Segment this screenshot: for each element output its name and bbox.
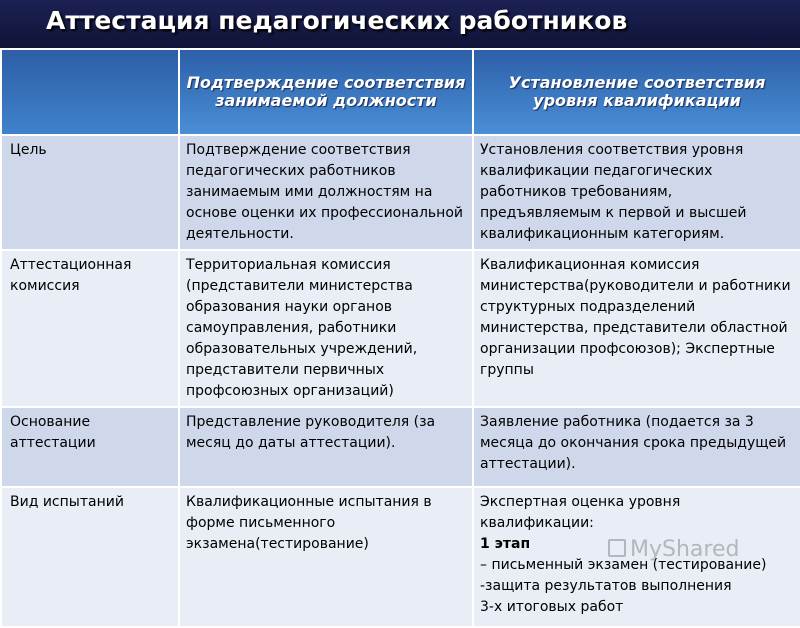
watermark bbox=[608, 537, 739, 562]
test-intro: Экспертная оценка уровня квалификации: bbox=[480, 494, 681, 531]
watermark-text: MyShared bbox=[630, 537, 740, 562]
test-stage: 1 этап bbox=[480, 536, 531, 552]
row-cell: Квалификационная комиссия министерства(руководители и работники структурных подразделений министерства, представители областной организации профсоюзов); Экспертные группы bbox=[473, 250, 800, 407]
row-cell: Подтверждение соответствия педагогических работников занимаемым ими должностям на основе оценки их профессиональной деятельности. bbox=[179, 135, 473, 250]
table-row bbox=[1, 135, 800, 250]
title-bar bbox=[0, 0, 800, 48]
table-row bbox=[1, 407, 800, 487]
header-cell-confirmation: Подтверждение соответствия занимаемой должности bbox=[179, 49, 473, 135]
header-cell-qualification: Установление соответствия уровня квалификации bbox=[473, 49, 800, 135]
table-row bbox=[1, 250, 800, 407]
row-label: Основание аттестации bbox=[1, 407, 179, 487]
row-cell: Установления соответствия уровня квалификации педагогических работников требованиям, предъявляемым к первой и высшей квалификационным категориям. bbox=[473, 135, 800, 250]
watermark-icon bbox=[608, 539, 626, 557]
test-line: -защита результатов выполнения bbox=[480, 578, 732, 594]
row-label: Вид испытаний bbox=[1, 487, 179, 627]
row-cell: Квалификационные испытания в форме письменного экзамена(тестирование) bbox=[179, 487, 473, 627]
row-label: Цель bbox=[1, 135, 179, 250]
table-header-row bbox=[1, 49, 800, 135]
header-cell-empty bbox=[1, 49, 179, 135]
test-line: 3-х итоговых работ bbox=[480, 599, 624, 615]
row-cell: Территориальная комиссия (представители министерства образования науки органов самоуправления, работники образовательных учреждений, представители первичных профсоюзных организаций) bbox=[179, 250, 473, 407]
row-label: Аттестационная комиссия bbox=[1, 250, 179, 407]
page-title: Аттестация педагогических работников bbox=[46, 6, 628, 35]
row-cell: Заявление работника (подается за 3 месяца до окончания срока предыдущей аттестации). bbox=[473, 407, 800, 487]
row-cell: Представление руководителя (за месяц до даты аттестации). bbox=[179, 407, 473, 487]
test-line: – письменный экзамен (тестирование) bbox=[480, 557, 767, 573]
